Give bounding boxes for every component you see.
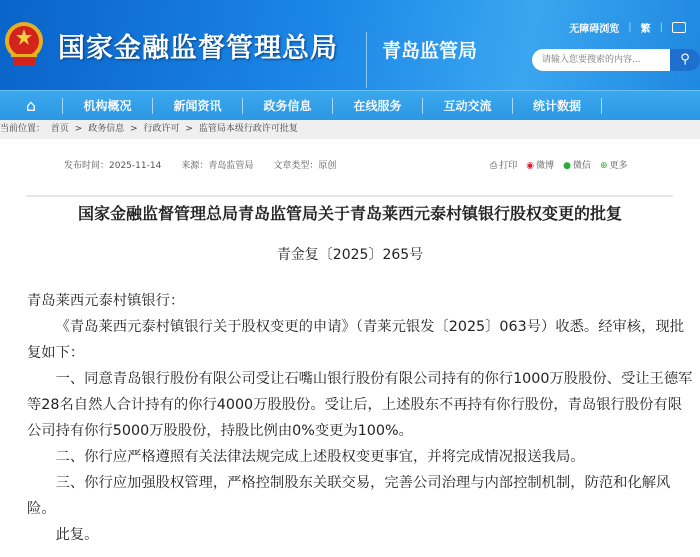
weibo-icon: ◉ xyxy=(526,161,535,171)
search-input[interactable] xyxy=(532,49,670,71)
site-subbrand[interactable]: 青岛监管局 xyxy=(382,40,478,62)
paragraph: 二、你行应严格遵照有关法律法规完成上述股权变更事宜，并将完成情况报送我局。 xyxy=(55,449,585,465)
separator: | xyxy=(628,22,632,33)
nav-item-interaction[interactable]: 互动交流 xyxy=(422,98,512,114)
breadcrumb-label: 当前位置： xyxy=(0,124,46,134)
publish-date: 发布时间：2025-11-14 xyxy=(64,161,162,171)
print-button[interactable] xyxy=(490,158,517,171)
share-bar xyxy=(490,158,628,171)
paragraph: 三、你行应加强股权管理，严格控制股东关联交易，完善公司治理与内部控制机制，防范和化解风险。 xyxy=(27,475,671,517)
closing: 此复。 xyxy=(55,527,99,543)
weibo-label: 微博 xyxy=(536,161,555,171)
site-header xyxy=(0,0,700,90)
document-number: 青金复〔2025〕265号 xyxy=(276,247,424,263)
nav-item-online-service[interactable]: 在线服务 xyxy=(332,98,422,114)
header-divider xyxy=(366,32,367,88)
weibo-button[interactable] xyxy=(526,158,554,171)
site-brand[interactable]: 国家金融监督管理总局 xyxy=(58,33,338,64)
top-links xyxy=(569,20,686,35)
nav-item-about[interactable]: 机构概况 xyxy=(62,98,152,114)
nav-item-gov-info[interactable]: 政务信息 xyxy=(242,98,332,114)
breadcrumb-license[interactable]: 行政许可 xyxy=(143,124,180,134)
more-button[interactable] xyxy=(600,158,628,171)
divider xyxy=(26,195,673,197)
breadcrumb-sep: > xyxy=(74,124,83,134)
national-emblem-icon xyxy=(3,20,45,68)
nav-item-news[interactable]: 新闻资讯 xyxy=(152,98,242,114)
source: 来源：青岛监管局 xyxy=(181,161,254,171)
more-label: 更多 xyxy=(609,161,628,171)
breadcrumb-current[interactable]: 监管局本级行政许可批复 xyxy=(198,124,298,134)
wechat-button[interactable] xyxy=(563,158,591,171)
search-box xyxy=(532,49,700,71)
accessibility-link[interactable]: 无障碍浏览 xyxy=(569,24,620,35)
article-meta xyxy=(64,158,336,171)
paragraph: 《青岛莱西元泰村镇银行关于股权变更的申请》（青莱元银发〔2025〕063号）收悉。经审核，现批复如下： xyxy=(27,319,684,361)
breadcrumb-gov-info[interactable]: 政务信息 xyxy=(88,124,125,134)
plus-circle-icon: ⊕ xyxy=(599,161,608,171)
article-body xyxy=(27,288,693,548)
breadcrumb xyxy=(0,120,700,139)
breadcrumb-home[interactable]: 首页 xyxy=(50,124,69,134)
wechat-label: 微信 xyxy=(572,161,591,171)
traditional-chinese-link[interactable]: 繁 xyxy=(640,24,651,35)
breadcrumb-sep: > xyxy=(185,124,193,134)
search-button[interactable] xyxy=(670,49,700,71)
main-nav xyxy=(0,90,700,120)
nav-item-statistics[interactable]: 统计数据 xyxy=(512,98,602,114)
article-type: 文章类型：原创 xyxy=(273,161,337,171)
printer-icon: ⎙ xyxy=(490,161,498,171)
breadcrumb-sep: > xyxy=(130,124,138,134)
search-icon: ⚲ xyxy=(680,52,690,67)
print-label: 打印 xyxy=(499,161,518,171)
salutation: 青岛莱西元泰村镇银行： xyxy=(27,293,185,309)
article-title: 国家金融监督管理总局青岛监管局关于青岛莱西元泰村镇银行股权变更的批复 xyxy=(77,204,622,223)
wechat-icon: ● xyxy=(563,161,571,171)
paragraph: 一、同意青岛银行股份有限公司受让石嘴山银行股份有限公司持有的你行1000万股股份、受让王德军等28名自然人合计持有的你行4000万股股份。受让后，上述股东不再持有你行股份，青岛银行股份有限公司持有你行5000万股股份，持股比例由0%变更为100%。 xyxy=(27,371,693,439)
mail-icon[interactable] xyxy=(672,22,686,33)
separator: | xyxy=(659,22,663,33)
home-icon[interactable]: ⌂ xyxy=(25,96,37,115)
